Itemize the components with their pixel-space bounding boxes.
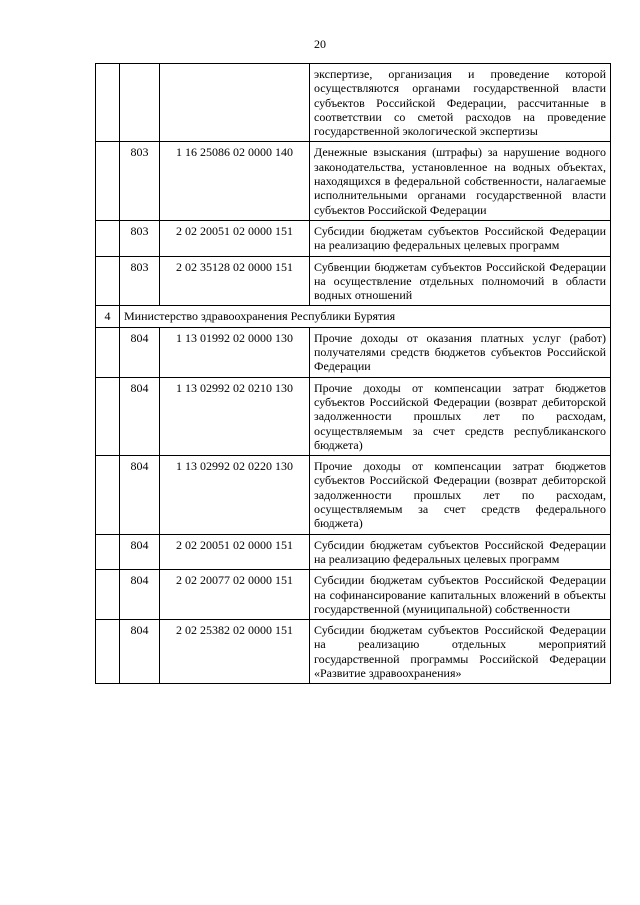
ministry-name-cell: Министерство здравоохранения Республики Бурятия [120, 306, 611, 327]
page-number: 20 [314, 37, 326, 51]
table-row [96, 570, 611, 620]
description-cell: Субсидии бюджетам субъектов Российской Федерации на реализацию федеральных целевых программ [310, 220, 611, 256]
row-number-cell [96, 256, 120, 306]
table-row [96, 327, 611, 377]
row-number-cell [96, 64, 120, 142]
admin-code-cell: 804 [120, 456, 160, 534]
revenue-code-cell: 1 16 25086 02 0000 140 [160, 142, 310, 220]
table-row [96, 220, 611, 256]
table-row [96, 256, 611, 306]
revenue-code-cell: 2 02 20051 02 0000 151 [160, 220, 310, 256]
revenue-code-cell: 1 13 01992 02 0000 130 [160, 327, 310, 377]
description-cell: Субсидии бюджетам субъектов Российской Федерации на реализацию отдельных мероприятий государственной программы Российской Федерации «Развитие здравоохранения» [310, 620, 611, 684]
admin-code-cell: 804 [120, 377, 160, 455]
admin-code-cell: 804 [120, 570, 160, 620]
row-number-cell [96, 142, 120, 220]
row-number-cell [96, 620, 120, 684]
description-cell: Прочие доходы от компенсации затрат бюджетов субъектов Российской Федерации (возврат дебиторской задолженности прошлых лет по расходам, осуществляемым за счет средств федерального бюджета) [310, 456, 611, 534]
admin-code-cell: 803 [120, 220, 160, 256]
revenue-code-cell: 2 02 20051 02 0000 151 [160, 534, 310, 570]
description-cell: Прочие доходы от оказания платных услуг (работ) получателями средств бюджетов субъектов Российской Федерации [310, 327, 611, 377]
admin-code-cell: 804 [120, 534, 160, 570]
table-row [96, 142, 611, 220]
description-cell: экспертизе, организация и проведение которой осуществляются органами государственной власти субъектов Российской Федерации, рассчитанные в соответствии со сметой расходов на проведение государственной экологической экспертизы [310, 64, 611, 142]
revenue-code-cell [160, 64, 310, 142]
row-number-cell [96, 534, 120, 570]
row-number-cell [96, 377, 120, 455]
description-cell: Субсидии бюджетам субъектов Российской Федерации на реализацию федеральных целевых программ [310, 534, 611, 570]
table-row [96, 620, 611, 684]
admin-code-cell: 803 [120, 256, 160, 306]
revenue-table [95, 63, 611, 684]
row-number-cell [96, 570, 120, 620]
description-cell: Прочие доходы от компенсации затрат бюджетов субъектов Российской Федерации (возврат дебиторской задолженности прошлых лет по расходам, осуществляемым за счет средств республиканского бюджета) [310, 377, 611, 455]
ministry-number-cell: 4 [96, 306, 120, 327]
ministry-row [96, 306, 611, 327]
description-cell: Денежные взыскания (штрафы) за нарушение водного законодательства, установленное на водных объектах, находящихся в федеральной собственности, налагаемые исполнительными органами государственной власти субъектов Российской Федерации [310, 142, 611, 220]
revenue-code-cell: 1 13 02992 02 0220 130 [160, 456, 310, 534]
admin-code-cell: 804 [120, 327, 160, 377]
table-row [96, 456, 611, 534]
row-number-cell [96, 456, 120, 534]
row-number-cell [96, 220, 120, 256]
revenue-code-cell: 2 02 25382 02 0000 151 [160, 620, 310, 684]
table-row [96, 534, 611, 570]
description-cell: Субсидии бюджетам субъектов Российской Федерации на софинансирование капитальных вложений в объекты государственной (муниципальной) собственности [310, 570, 611, 620]
description-cell: Субвенции бюджетам субъектов Российской Федерации на осуществление отдельных полномочий в области водных отношений [310, 256, 611, 306]
admin-code-cell [120, 64, 160, 142]
revenue-code-cell: 2 02 35128 02 0000 151 [160, 256, 310, 306]
row-number-cell [96, 327, 120, 377]
admin-code-cell: 803 [120, 142, 160, 220]
revenue-code-cell: 2 02 20077 02 0000 151 [160, 570, 310, 620]
table-row [96, 377, 611, 455]
revenue-code-cell: 1 13 02992 02 0210 130 [160, 377, 310, 455]
admin-code-cell: 804 [120, 620, 160, 684]
table-row [96, 64, 611, 142]
